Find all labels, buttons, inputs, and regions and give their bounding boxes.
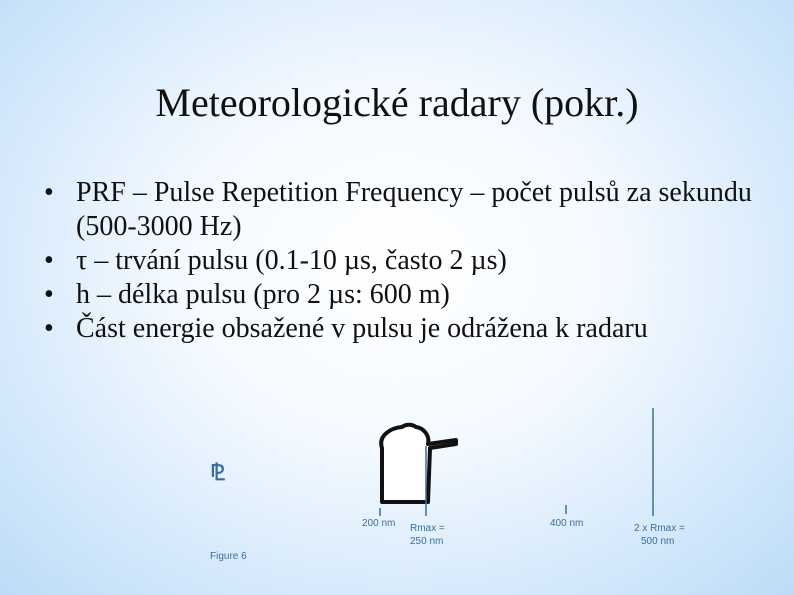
bullet-pulse-length: • h – délka pulsu (pro 2 µs: 600 m): [44, 278, 764, 312]
bullet-prf: • PRF – Pulse Repetition Frequency – počet pulsů za sekundu (500-3000 Hz): [44, 176, 764, 244]
label-500nm: 500 nm: [641, 536, 675, 547]
storm-cloud-shape: [381, 425, 456, 502]
label-400nm: 400 nm: [550, 518, 584, 529]
bullet-energy: • Část energie obsažené v pulsu je odrážena k radaru: [44, 312, 764, 346]
label-200nm: 200 nm: [362, 518, 396, 529]
bullet-tau: • τ – trvání pulsu (0.1-10 µs, často 2 µs): [44, 244, 764, 278]
bullet-list: [44, 176, 764, 346]
radar-range-figure: [200, 400, 720, 580]
label-250nm: 250 nm: [410, 536, 444, 547]
label-2rmax: 2 x Rmax =: [634, 523, 685, 534]
label-rmax: Rmax =: [410, 523, 445, 534]
slide-title: Meteorologické radary (pokr.): [155, 80, 639, 125]
figure-caption: Figure 6: [210, 551, 247, 562]
radar-icon: ⅊: [210, 460, 226, 485]
